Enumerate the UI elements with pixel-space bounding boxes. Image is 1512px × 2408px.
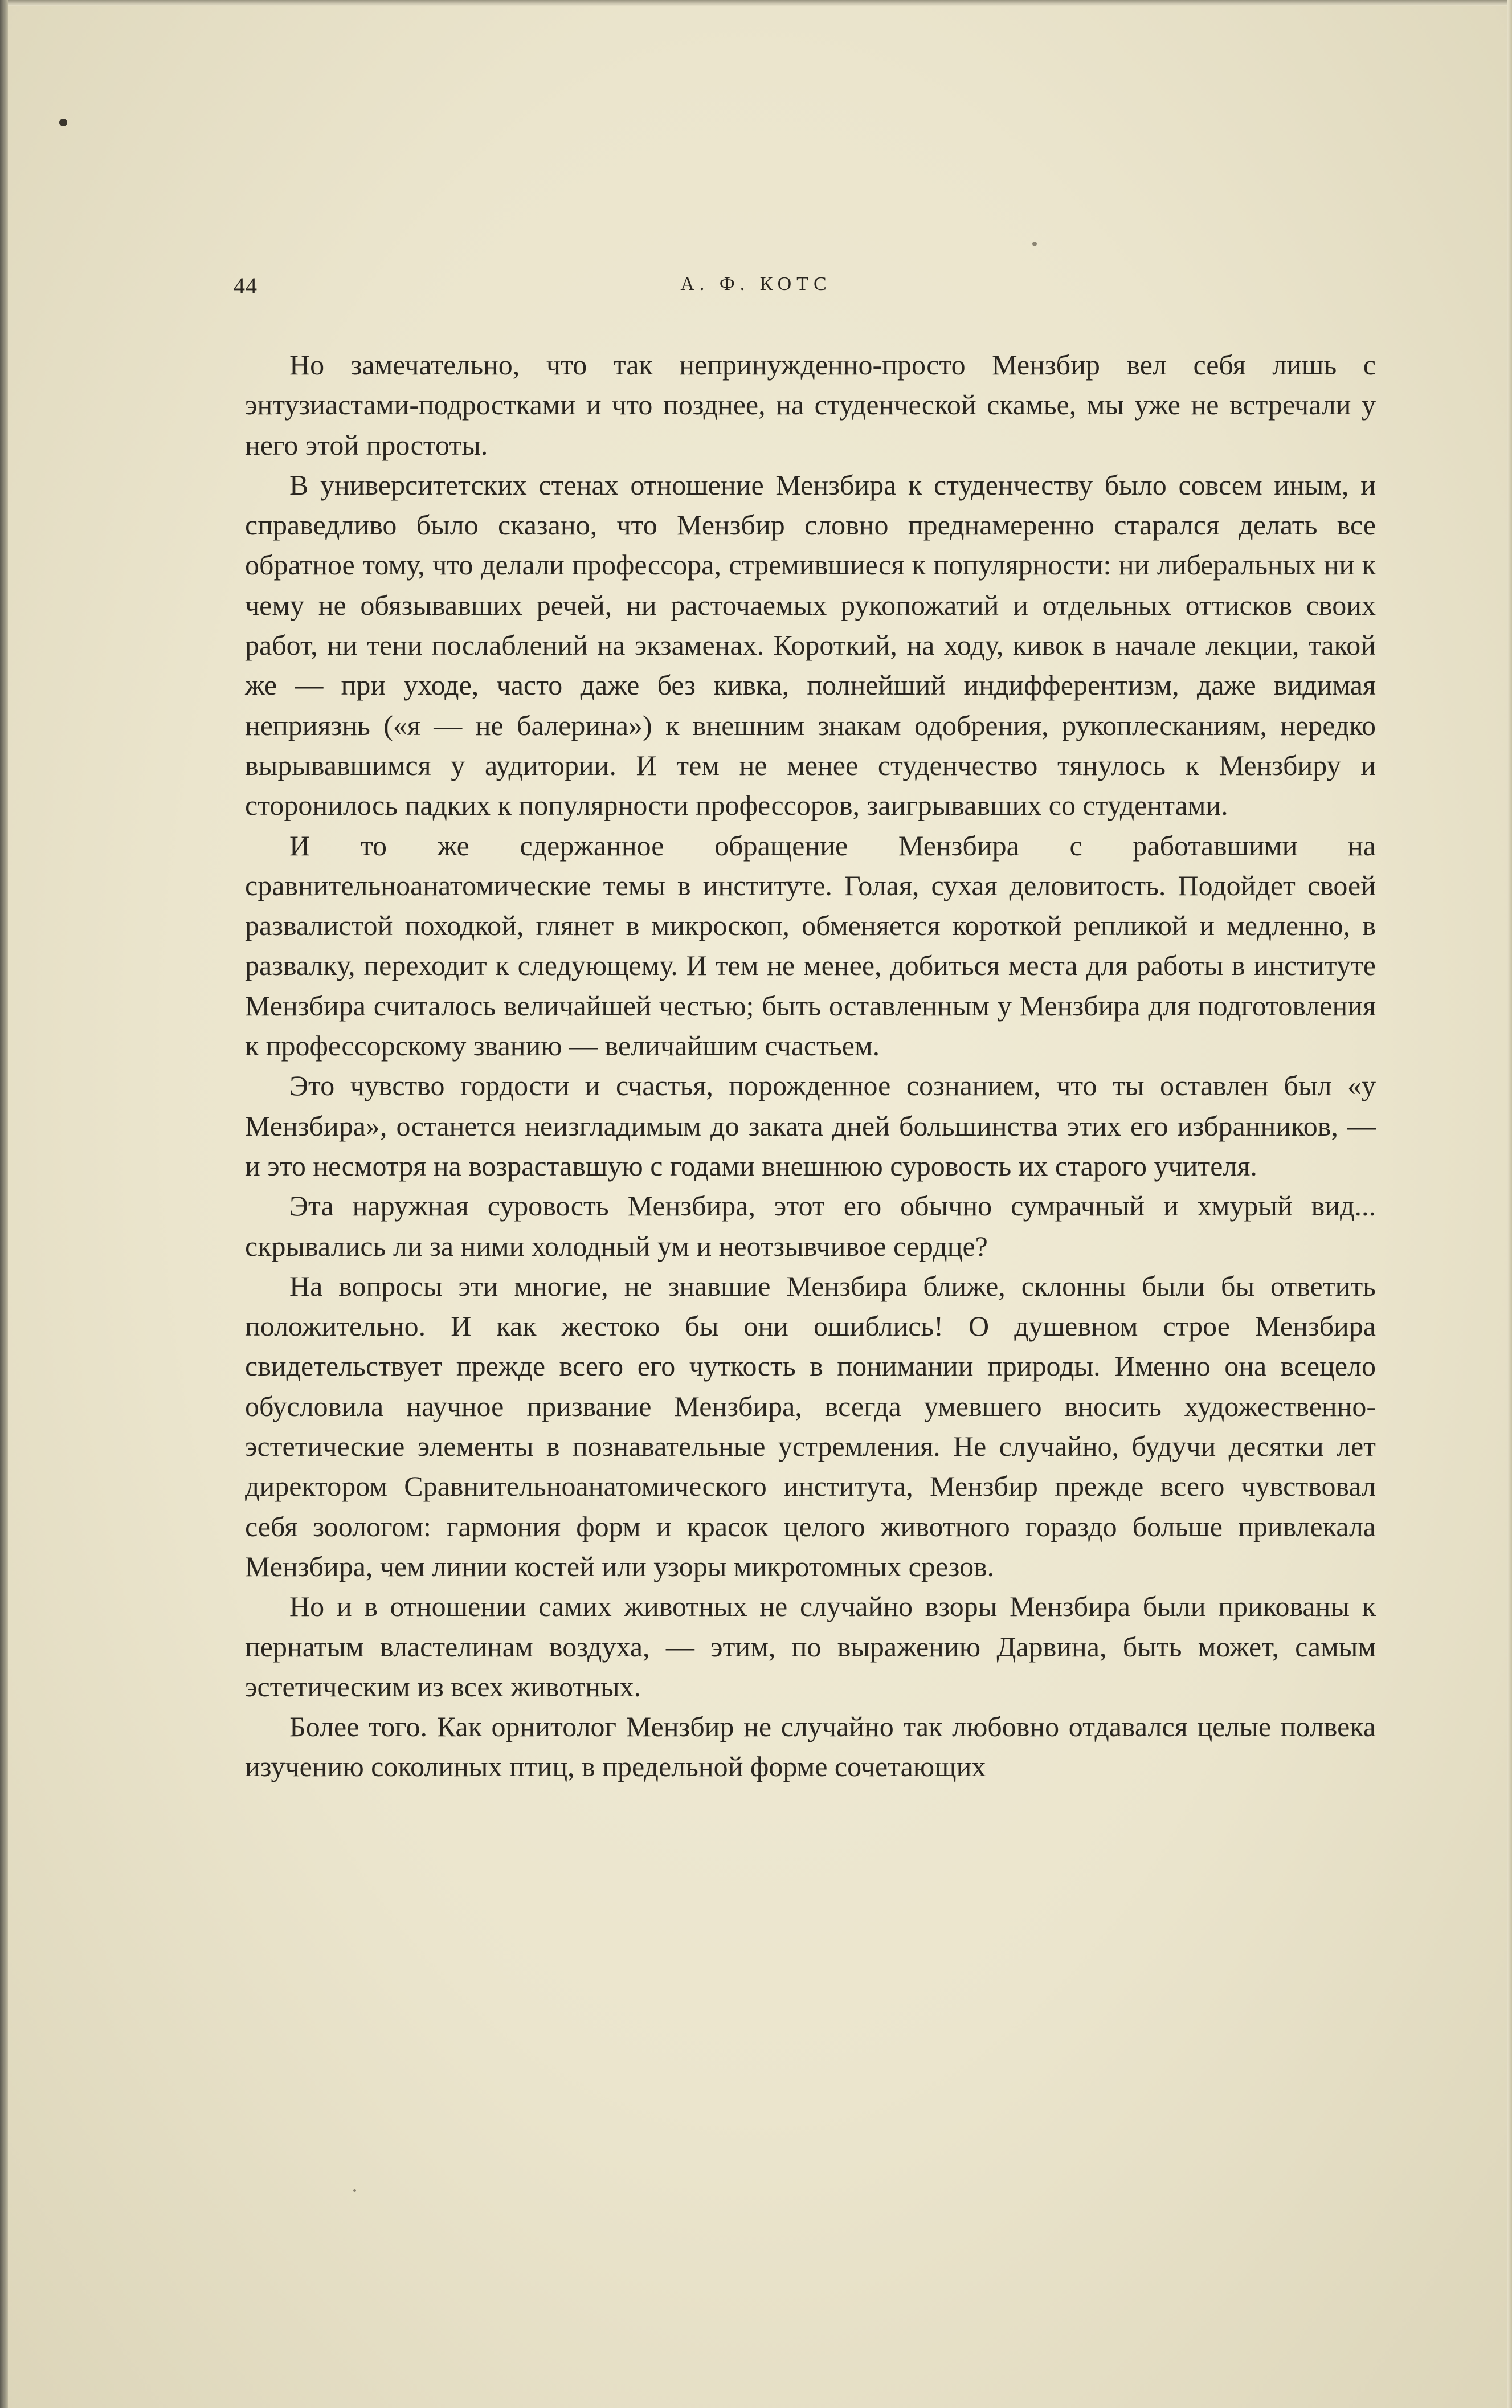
dust-speck	[59, 119, 67, 126]
scan-top-edge	[0, 0, 1512, 6]
scan-left-edge	[0, 0, 8, 2408]
paragraph: В университетских стенах отношение Мензбира к студенчеству было совсем иным, и справедливо было сказано, что Мензбир словно преднамеренно старался делать все обратное тому, что делали профессора, стремившиеся к популярности: ни либеральных ни к чему не обязывавших речей, ни расточаемых рукопожатий и отдельных оттисков своих работ, ни тени послаблений на экзаменах. Короткий, на ходу, кивок в начале лекции, такой же — при уходе, часто даже без кивка, полнейший индифферентизм, даже видимая неприязнь («я — не балерина») к внешним знакам одобрения, рукоплесканиям, нередко вырывавшимся у аудитории. И тем не менее студенчество тянулось к Мензбиру и сторонилось падких к популярности профессоров, заигрывавших со студентами.	[245, 468, 1376, 822]
paragraph: Более того. Как орнитолог Мензбир не случайно так любовно отдавался целые полвека изучению соколиных птиц, в предельной форме сочетающих	[245, 1711, 1376, 1783]
paragraph: И то же сдержанное обращение Мензбира с работавшими на сравнительноанатомические темы в институте. Голая, сухая деловитость. Подойдет своей развалистой походкой, глянет в микроскоп, обменяется короткой репликой и медленно, в развалку, переходит к следующему. И тем не менее, добиться места для работы в институте Мензбира считалось величайшей честью; быть оставленным у Мензбира для подготовления к профессорскому званию — величайшим счастьем.	[245, 829, 1376, 1062]
paragraph: Но и в отношении самих животных не случайно взоры Мензбира были прикованы к пернатым властелинам воздуха, — этим, по выражению Дарвина, быть может, самым эстетическим из всех животных.	[245, 1590, 1376, 1703]
paragraph: Эта наружная суровость Мензбира, этот его обычно сумрачный и хмурый вид... скрывались ли за ними холодный ум и неотзывчивое сердце?	[245, 1190, 1376, 1262]
dust-speck	[1032, 242, 1037, 246]
page-number: 44	[234, 273, 258, 299]
running-head: А. Ф. КОТС	[680, 274, 832, 295]
paragraph: Но замечательно, что так непринужденно-просто Мензбир вел себя лишь с энтузиастами-подростками и что позднее, на студенческой скамье, мы уже не встречали у него этой простоты.	[245, 349, 1376, 461]
scan-right-edge	[1507, 0, 1512, 2408]
paragraph: Это чувство гордости и счастья, порожденное сознанием, что ты оставлен был «у Мензбира», останется неизгладимым до заката дней большинства этих его избранников, — и это несмотря на возраставшую с годами внешнюю суровость их старого учителя.	[245, 1070, 1376, 1182]
dust-speck	[353, 2189, 356, 2192]
body-text	[245, 345, 1376, 1787]
paragraph: На вопросы эти многие, не знавшие Мензбира ближе, склонны были бы ответить положительно. И как жестоко бы они ошиблись! О душевном строе Мензбира свидетельствует прежде всего его чуткость в понимании природы. Именно она всецело обусловила научное призвание Мензбира, всегда умевшего вносить художественно-эстетические элементы в познавательные устремления. Не случайно, будучи десятки лет директором Сравнительноанатомического института, Мензбир прежде всего чувствовал себя зоологом: гармония форм и красок целого животного гораздо больше привлекала Мензбира, чем линии костей или узоры микротомных срезов.	[245, 1270, 1376, 1582]
